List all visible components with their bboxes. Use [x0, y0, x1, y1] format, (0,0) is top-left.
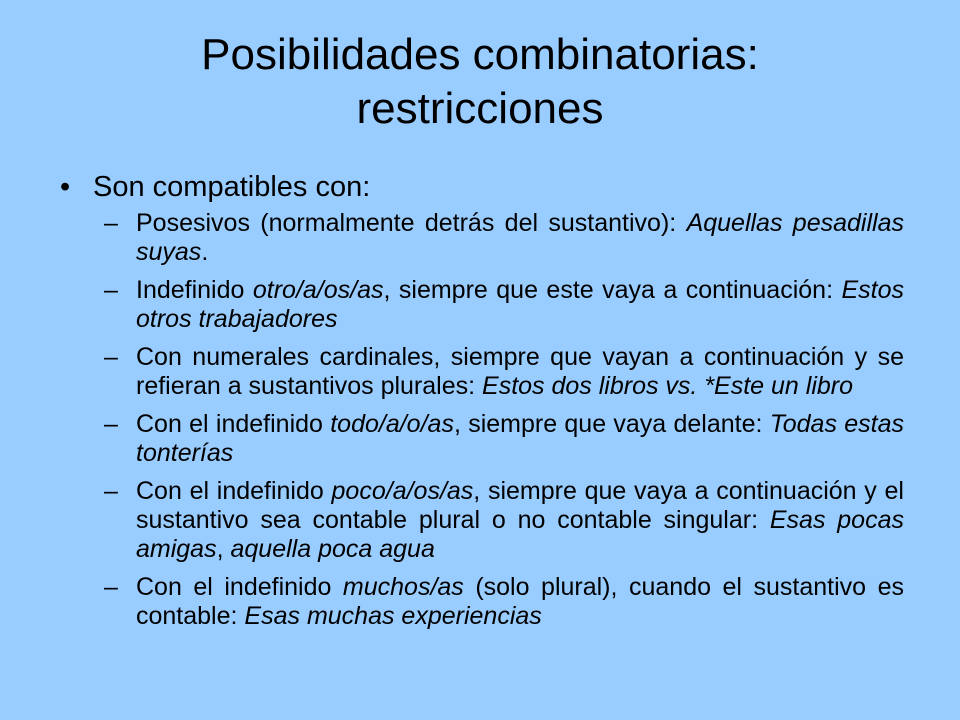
item-text: , siempre que vaya delante:: [453, 410, 770, 438]
main-bullet-text: Son compatibles con:: [93, 171, 371, 203]
item-example: aquella poca agua: [230, 535, 435, 563]
item-term: todo/a/o/as: [330, 410, 454, 438]
item-example: Esas muchas experiencias: [244, 602, 542, 630]
dash-marker: –: [104, 209, 118, 237]
dash-marker: –: [104, 410, 118, 438]
bullet-dot: •: [60, 171, 71, 203]
sub-bullet-otro: [104, 276, 904, 334]
dash-marker: –: [104, 276, 118, 304]
item-text: Con el indefinido: [136, 410, 331, 438]
sub-bullet-list: [104, 209, 904, 640]
item-example: Estos otros trabajadores: [136, 276, 904, 333]
dash-marker: –: [104, 477, 118, 505]
item-text: , siempre que este vaya a continuación:: [383, 276, 842, 304]
item-text: Posesivos (normalmente detrás del sustantivo):: [136, 209, 687, 237]
item-text: Con el indefinido: [136, 573, 343, 601]
item-term: muchos/as: [342, 573, 464, 601]
sub-bullet-muchos: [104, 573, 904, 631]
item-text: Indefinido: [136, 276, 253, 304]
item-example: Todas estas tonterías: [136, 410, 904, 467]
main-bullet: [60, 168, 370, 206]
item-term: poco/a/os/as: [331, 477, 474, 505]
item-example: Estos dos libros vs. *Este un libro: [482, 372, 854, 400]
slide-title-line-2: restricciones: [356, 84, 604, 133]
item-example: Esas pocas amigas: [136, 506, 904, 563]
item-text: .: [201, 238, 209, 266]
sub-bullet-todo: [104, 410, 904, 468]
dash-marker: –: [104, 343, 118, 371]
sub-bullet-numerales: [104, 343, 904, 401]
item-text: ,: [216, 535, 231, 563]
sub-bullet-posesivos: [104, 209, 904, 267]
item-example: Aquellas pesadillas suyas: [136, 209, 904, 266]
item-text: , siempre que vaya a continuación y el sustantivo sea contable plural o no contable singular:: [136, 477, 904, 534]
item-text: Con numerales cardinales, siempre que vayan a continuación y se refieran a sustantivos plurales:: [136, 343, 904, 400]
item-text: (solo plural), cuando el sustantivo es contable:: [136, 573, 904, 630]
item-term: otro/a/os/as: [252, 276, 384, 304]
dash-marker: –: [104, 573, 118, 601]
item-text: Con el indefinido: [136, 477, 332, 505]
slide-title: [0, 28, 960, 136]
sub-bullet-poco: [104, 477, 904, 564]
slide-title-line-1: Posibilidades combinatorias:: [201, 30, 759, 79]
